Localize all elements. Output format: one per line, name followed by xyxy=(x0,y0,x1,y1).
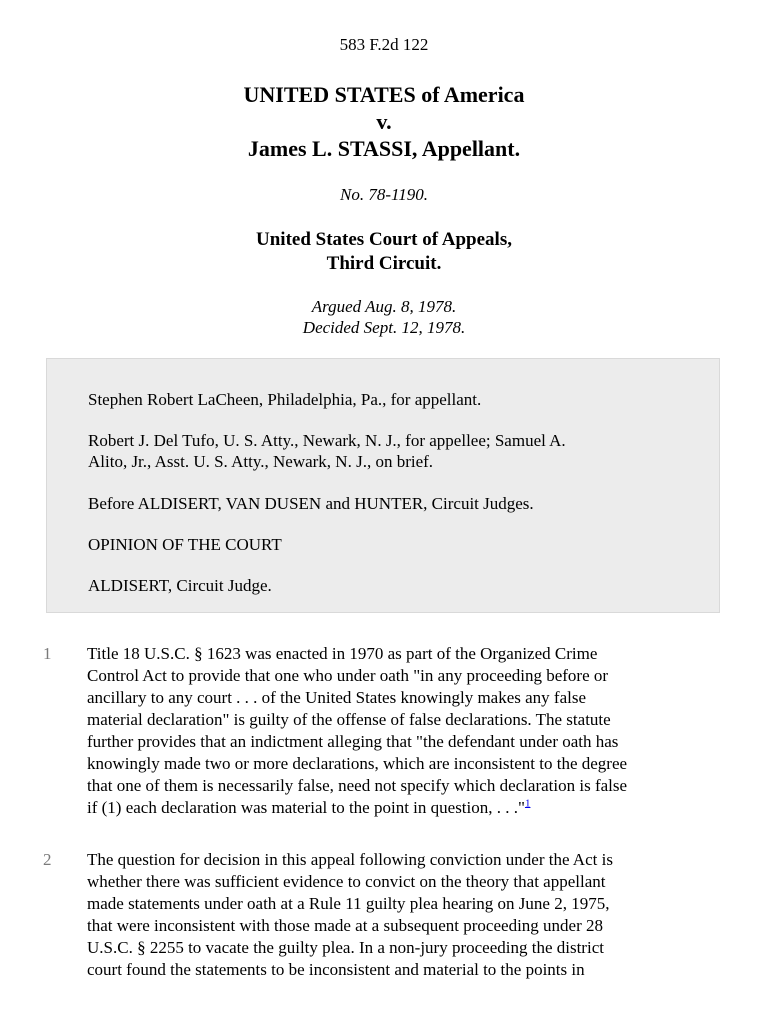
paragraph-line: material declaration" is guilty of the offense of false declarations. The statute xyxy=(87,710,611,729)
counsel-appellant: Stephen Robert LaCheen, Philadelphia, Pa., for appellant. xyxy=(88,390,482,409)
paragraph-number: 2 xyxy=(43,850,52,869)
case-dates xyxy=(0,296,768,338)
paragraph-line: that were inconsistent with those made at a subsequent proceeding under 28 xyxy=(87,916,603,935)
court-name xyxy=(0,228,768,276)
case-caption xyxy=(0,81,768,162)
paragraph-text xyxy=(87,643,723,819)
opinion-author: ALDISERT, Circuit Judge. xyxy=(88,576,272,595)
court-name-line1: United States Court of Appeals, xyxy=(256,229,512,250)
caption-versus: v. xyxy=(376,109,392,134)
counsel-info-box xyxy=(46,358,720,613)
counsel-appellee-line1: Robert J. Del Tufo, U. S. Atty., Newark, N. J., for appellee; Samuel A. xyxy=(88,431,566,450)
footnote-link-1[interactable]: 1 xyxy=(524,797,531,810)
counsel-appellee-line2: Alito, Jr., Asst. U. S. Atty., Newark, N. J., on brief. xyxy=(88,452,434,471)
docket-number: No. 78-1190. xyxy=(340,185,428,204)
court-name-line2: Third Circuit. xyxy=(326,253,442,274)
caption-defendant: James L. STASSI, Appellant. xyxy=(247,136,521,161)
decided-date: Decided Sept. 12, 1978. xyxy=(302,318,466,337)
paragraph-text xyxy=(87,849,723,981)
paragraph-line: that one of them is necessarily false, need not specify which declaration is false xyxy=(87,776,628,795)
paragraph-number: 1 xyxy=(43,644,52,663)
paragraph-line: ancillary to any court . . . of the United States knowingly makes any false xyxy=(87,688,587,707)
paragraph-line: Title 18 U.S.C. § 1623 was enacted in 1970 as part of the Organized Crime xyxy=(87,644,598,663)
opinion-heading: OPINION OF THE COURT xyxy=(88,535,282,554)
paragraph-line: Control Act to provide that one who under oath "in any proceeding before or xyxy=(87,666,609,685)
argued-date: Argued Aug. 8, 1978. xyxy=(311,297,457,316)
paragraph-line: whether there was sufficient evidence to convict on the theory that appellant xyxy=(87,872,606,891)
paragraph-line: The question for decision in this appeal following conviction under the Act is xyxy=(87,850,613,869)
paragraph-line xyxy=(87,797,723,819)
case-citation: 583 F.2d 122 xyxy=(339,35,429,54)
paragraph-line: knowingly made two or more declarations, which are inconsistent to the degree xyxy=(87,754,628,773)
counsel-appellee xyxy=(88,430,698,472)
paragraph-line: further provides that an indictment alleging that "the defendant under oath has xyxy=(87,732,619,751)
paragraph-line: made statements under oath at a Rule 11 guilty plea hearing on June 2, 1975, xyxy=(87,894,610,913)
paragraph-line: court found the statements to be inconsistent and material to the points in xyxy=(87,960,585,979)
judges-panel: Before ALDISERT, VAN DUSEN and HUNTER, Circuit Judges. xyxy=(88,494,534,513)
paragraph-line-text: if (1) each declaration was material to the point in question, . . ." xyxy=(87,798,525,817)
paragraph-line: U.S.C. § 2255 to vacate the guilty plea. In a non-jury proceeding the district xyxy=(87,938,604,957)
caption-plaintiff: UNITED STATES of America xyxy=(243,82,525,107)
